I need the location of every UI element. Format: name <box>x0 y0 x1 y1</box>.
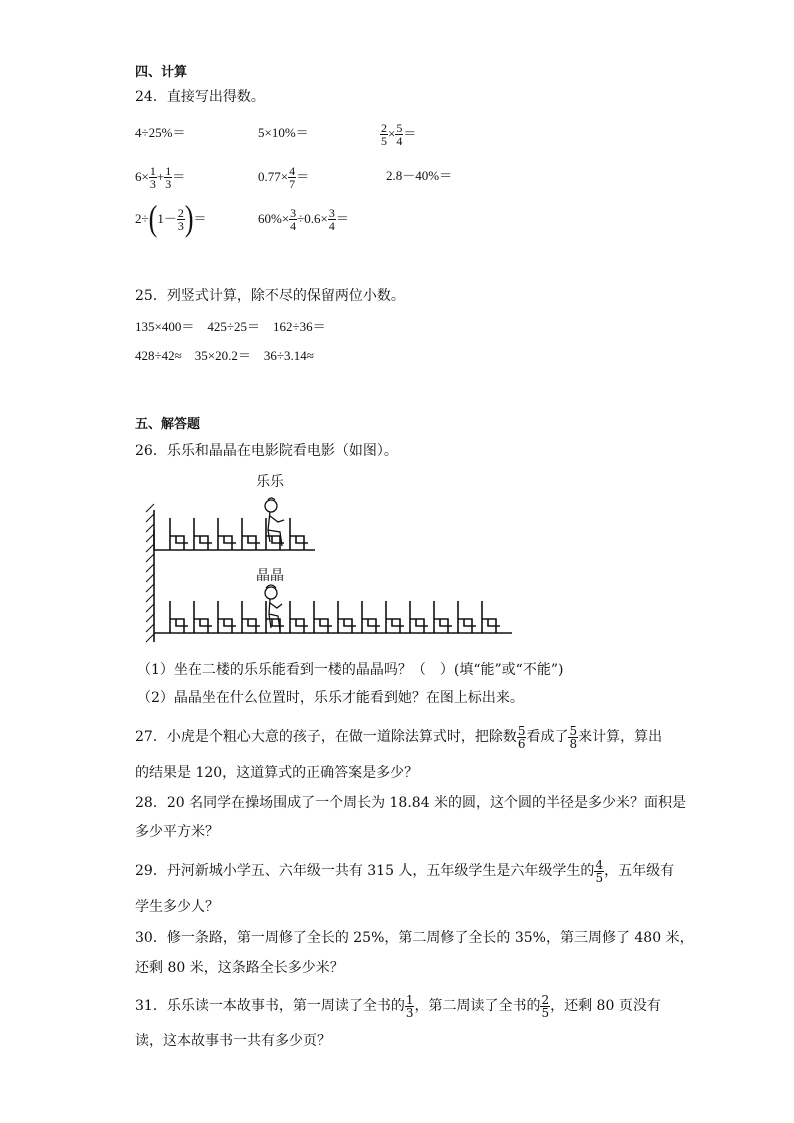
wall-hatching <box>146 504 154 642</box>
q24-expr-2b: 0.77× $\frac{4}{7}$ ＝ <box>258 163 310 191</box>
label-lele: 乐乐 <box>256 474 284 490</box>
q26-sub-1: （1）坐在二楼的乐乐能看到一楼的晶晶吗？（ ）(填“能”或“不能”) <box>137 662 564 678</box>
jingjing-figure <box>265 585 282 630</box>
q30-line-1: 30．修一条路，第一周修了全长的 25%，第二周修了全长的 35%，第三周修了 480 米， <box>135 930 694 946</box>
q24-expr-1c: $\frac{2}{5}$ × $\frac{5}{4}$ ＝ <box>381 120 417 148</box>
q28-line-1: 28．20 名同学在操场围成了一个周长为 18.84 米的圆，这个圆的半径是多少米？面积是 <box>135 795 687 811</box>
section-4-title: 四、计算 <box>135 65 188 80</box>
cinema-diagram <box>140 490 520 655</box>
section-5-title: 五、解答题 <box>135 417 201 432</box>
q25-row-1: 135×400＝ 425÷25＝ 162÷36＝ <box>135 319 326 334</box>
q26-sub-2: （2）晶晶坐在什么位置时，乐乐才能看到她？在图上标出来。 <box>137 690 524 706</box>
q29-line-1: 29．丹河新城小学五、六年级一共有 315 人，五年级学生是六年级学生的 $\frac{4}{5}$ ，五年级有 <box>135 857 675 885</box>
q31-line-2: 读，这本故事书一共有多少页？ <box>135 1033 331 1049</box>
q24-prompt: 24．直接写出得数。 <box>135 89 265 105</box>
q28-line-2: 多少平方米？ <box>135 824 219 840</box>
q24-expr-1b: 5×10%＝ <box>258 125 309 140</box>
q30-line-2: 还剩 80 米，这条路全长多少米？ <box>135 960 344 976</box>
upper-seat-row <box>170 518 308 550</box>
q27-line-2: 的结果是 120，这道算式的正确答案是多少？ <box>135 765 419 781</box>
q29-line-2: 学生多少人？ <box>135 899 219 915</box>
q24-expr-3a: 2÷(1－ $\frac{2}{3}$ )＝ <box>135 198 207 239</box>
q24-expr-2c: 2.8－40%＝ <box>386 168 453 183</box>
q26-prompt: 26．乐乐和晶晶在电影院看电影（如图）。 <box>135 443 398 459</box>
q31-line-1: 31．乐乐读一本故事书，第一周读了全书的 $\frac{1}{3}$ ，第二周读了全书的 $\frac{2}{5}$ ，还剩 80 页没有 <box>135 992 661 1020</box>
q24-expr-3b: 60%× $\frac{3}{4}$ ÷0.6× $\frac{3}{4}$ ＝ <box>258 205 349 233</box>
q27-line-1: 27．小虎是个粗心大意的孩子，在做一道除法算式时，把除数 $\frac{5}{6}$ 看成了 $\frac{5}{8}$ 来计算，算出 <box>135 723 663 751</box>
label-jingjing: 晶晶 <box>256 568 284 584</box>
lele-figure <box>265 498 284 546</box>
q24-expr-1a: 4÷25%＝ <box>135 125 186 140</box>
q25-prompt: 25．列竖式计算，除不尽的保留两位小数。 <box>135 288 405 304</box>
q25-row-2: 428÷42≈ 35×20.2＝ 36÷3.14≈ <box>135 348 314 363</box>
q24-expr-2a: 6× $\frac{1}{3}$ + $\frac{1}{3}$ ＝ <box>135 163 186 191</box>
lower-seat-row <box>170 601 500 633</box>
